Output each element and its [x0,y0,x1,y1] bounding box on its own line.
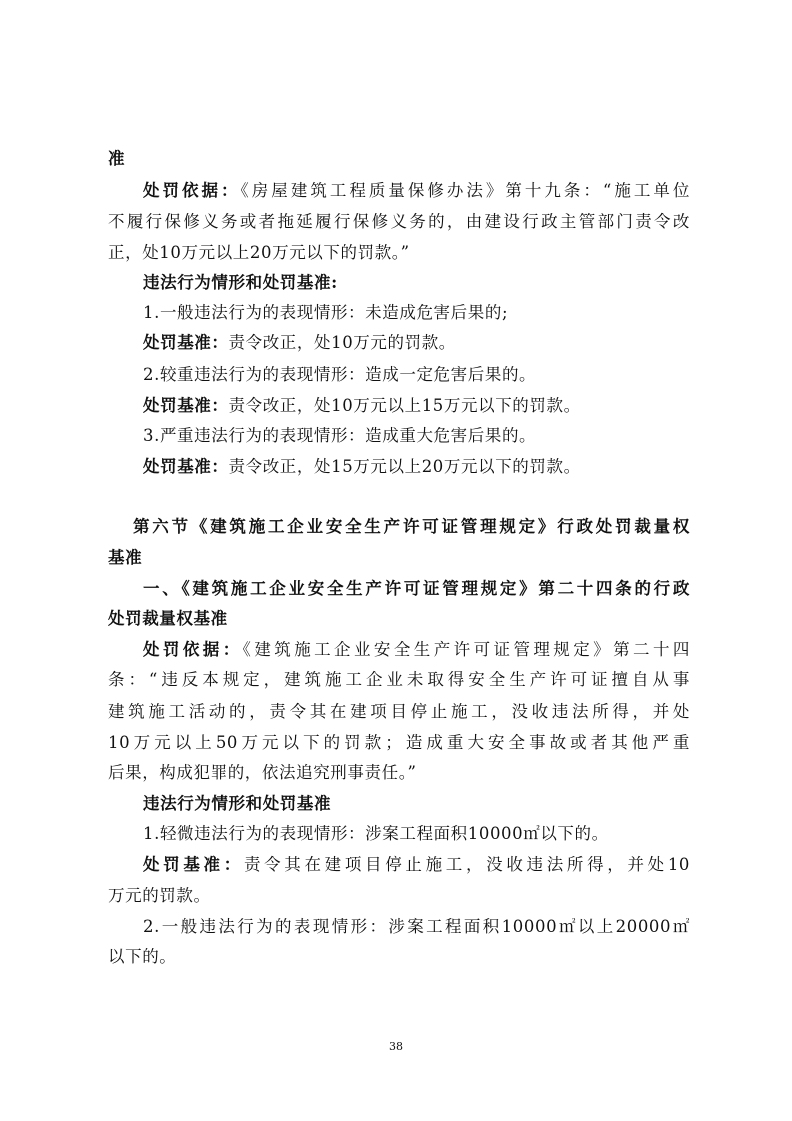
section-heading: 第六节《建筑施工企业安全生产许可证管理规定》行政处罚裁量权 [133,517,690,536]
penalty-standard: 处罚基准：责令改正，处15万元以上20万元以下的罚款。 [143,457,581,476]
penalty-standard: 处罚基准：责令改正，处10万元以上15万元以下的罚款。 [143,396,581,415]
paragraph-line: 万元的罚款。 [108,886,211,905]
paragraph-line: 后果，构成犯罪的，依法追究刑事责任。” [108,763,417,782]
heading-continuation: 准 [108,149,126,168]
article-heading: 处罚裁量权基准 [108,609,228,628]
article-heading: 一、《建筑施工企业安全生产许可证管理规定》第二十四条的行政 [143,579,690,598]
penalty-standard: 处罚基准：责令改正，处10万元的罚款。 [143,333,456,352]
case-item: 1.轻微违法行为的表现情形：涉案工程面积10000㎡以下的。 [143,824,609,843]
penalty-standard: 处罚基准：责令其在建项目停止施工，没收违法所得，并处10 [143,855,691,874]
case-item: 2.一般违法行为的表现情形：涉案工程面积10000㎡以上20000㎡ [143,917,690,936]
penalty-basis-paragraph: 处罚依据：《房屋建筑工程质量保修办法》第十九条：“施工单位 [143,181,691,200]
section-heading: 基准 [108,548,143,567]
paragraph-line: 不履行保修义务或者拖延履行保修义务的，由建设行政主管部门责令改 [108,212,690,231]
paragraph-line: 10万元以上50万元以下的罚款；造成重大安全事故或者其他严重 [108,733,690,752]
paragraph-line: 条：“违反本规定，建筑施工企业未取得安全生产许可证擅自从事 [108,670,690,689]
case-item: 3.严重违法行为的表现情形：造成重大危害后果的。 [143,426,537,445]
subheading: 违法行为情形和处罚基准: [143,273,338,292]
paragraph-line: 正，处10万元以上20万元以下的罚款。” [108,243,410,262]
case-item: 1.一般违法行为的表现情形：未造成危害后果的; [143,303,509,322]
subheading: 违法行为情形和处罚基准 [143,794,332,813]
paragraph-line: 建筑施工活动的，责令其在建项目停止施工，没收违法所得，并处 [108,702,690,721]
page-number: 38 [389,1040,403,1053]
paragraph-line: 以下的。 [108,947,177,966]
penalty-basis-paragraph: 处罚依据：《建筑施工企业安全生产许可证管理规定》第二十四 [143,640,690,659]
case-item: 2.较重违法行为的表现情形：造成一定危害后果的。 [143,365,537,384]
